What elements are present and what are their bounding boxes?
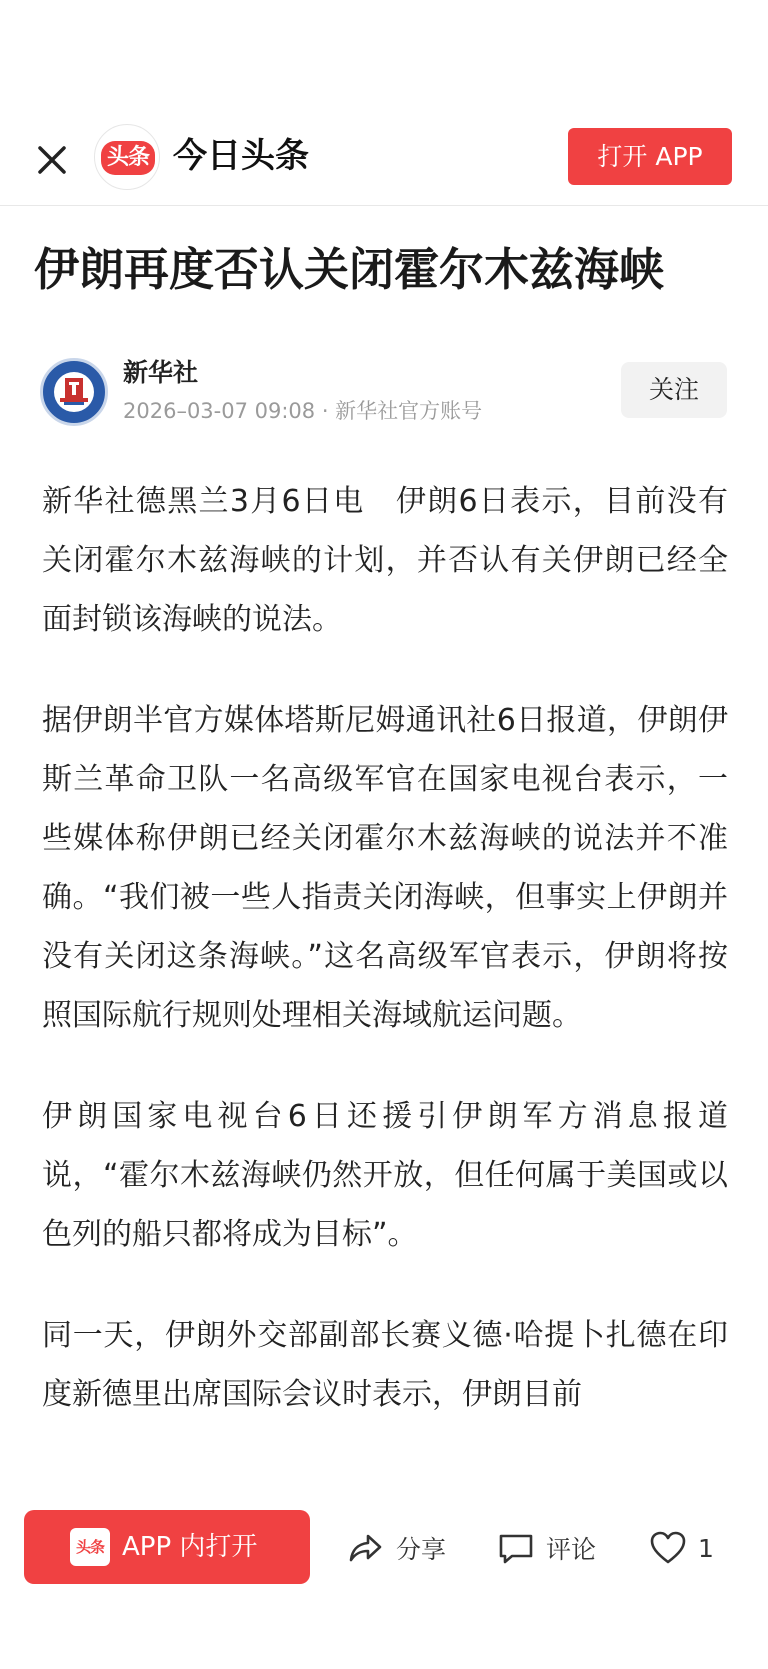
article-body <box>42 472 728 1466</box>
article-paragraph: 伊朗国家电视台6日还援引伊朗军方消息报道说，“霍尔木兹海峡仍然开放，但任何属于美国或以色列的船只都将成为目标”。 <box>42 1099 728 1252</box>
share-button[interactable] <box>346 1520 446 1576</box>
article-title: 伊朗再度否认关闭霍尔木兹海峡 <box>34 243 665 296</box>
top-bar <box>0 118 768 206</box>
open-in-app-button[interactable] <box>24 1510 310 1584</box>
comment-label: 评论 <box>546 1535 597 1564</box>
follow-button[interactable]: 关注 <box>621 362 727 418</box>
comment-icon <box>496 1528 536 1568</box>
logo-text: 头条 <box>101 141 155 175</box>
like-count: 1 <box>698 1533 714 1563</box>
toutiao-logo <box>94 124 160 190</box>
toutiao-mini-logo: 头条 <box>70 1528 110 1566</box>
article-paragraph: 新华社德黑兰3月6日电 伊朗6日表示，目前没有关闭霍尔木兹海峡的计划，并否认有关伊朗已经全面封锁该海峡的说法。 <box>42 484 728 637</box>
article-paragraph: 同一天，伊朗外交部副部长赛义德·哈提卜扎德在印度新德里出席国际会议时表示，伊朗目前 <box>42 1318 728 1412</box>
open-in-app-label: APP 内打开 <box>122 1532 258 1562</box>
share-icon <box>346 1528 386 1568</box>
author-name[interactable]: 新华社 <box>123 358 199 387</box>
bottom-bar <box>0 1500 768 1600</box>
share-label: 分享 <box>396 1535 447 1564</box>
close-icon <box>28 136 76 184</box>
author-avatar[interactable] <box>40 358 108 426</box>
like-button[interactable] <box>648 1520 714 1576</box>
close-button[interactable] <box>28 136 76 184</box>
heart-icon <box>648 1528 688 1568</box>
brand-name: 今日头条 <box>173 136 309 176</box>
publish-meta: 2026–03-07 09:08 · 新华社官方账号 <box>123 399 483 423</box>
open-app-button[interactable]: 打开 APP <box>568 128 732 185</box>
xinhua-emblem-icon <box>43 361 105 423</box>
article-paragraph: 据伊朗半官方媒体塔斯尼姆通讯社6日报道，伊朗伊斯兰革命卫队一名高级军官在国家电视台表示，一些媒体称伊朗已经关闭霍尔木兹海峡的说法并不准确。“我们被一些人指责关闭海峡，但事实上伊朗并没有关闭这条海峡。”这名高级军官表示，伊朗将按照国际航行规则处理相关海域航运问题。 <box>42 703 728 1033</box>
comment-button[interactable] <box>496 1520 596 1576</box>
